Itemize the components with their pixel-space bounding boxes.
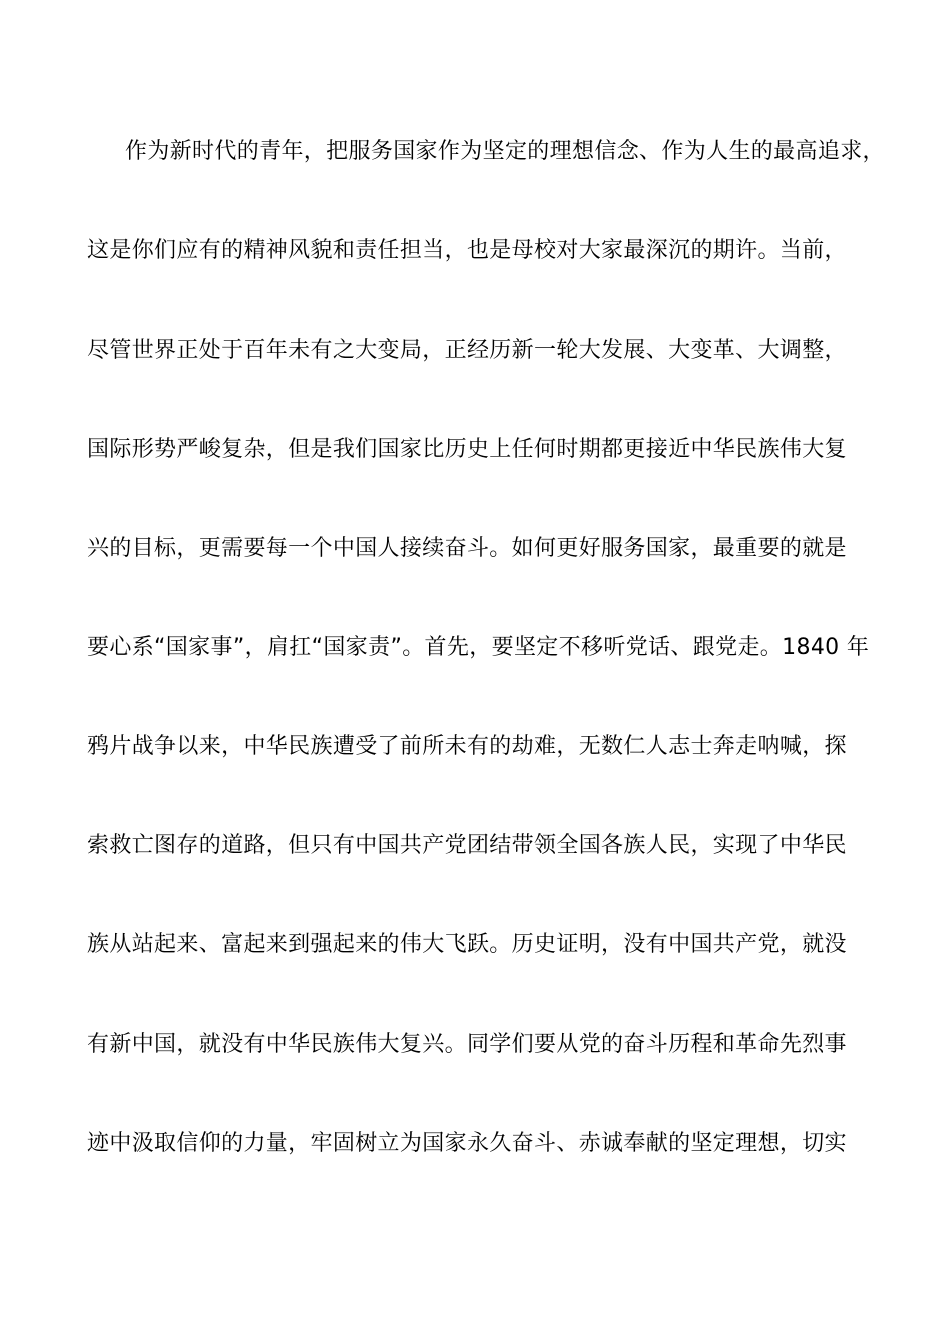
- paragraph-line-9: 族从站起来、富起来到强起来的伟大飞跃。历史证明，没有中国共产党，就没: [87, 932, 847, 957]
- paragraph-line-3: 尽管世界正处于百年未有之大变局，正经历新一轮大发展、大变革、大调整，: [87, 338, 847, 363]
- paragraph-line-4: 国际形势严峻复杂，但是我们国家比历史上任何时期都更接近中华民族伟大复: [87, 437, 847, 462]
- paragraph-line-8: 索救亡图存的道路，但只有中国共产党团结带领全国各族人民，实现了中华民: [87, 833, 847, 858]
- paragraph-line-7: 鸦片战争以来，中华民族遭受了前所未有的劫难，无数仁人志士奔走呐喊，探: [87, 734, 847, 759]
- paragraph-line-11: 迹中汲取信仰的力量，牢固树立为国家永久奋斗、赤诚奉献的坚定理想，切实: [87, 1131, 847, 1156]
- paragraph-line-10: 有新中国，就没有中华民族伟大复兴。同学们要从党的奋斗历程和革命先烈事: [87, 1032, 847, 1057]
- paragraph-line-6: 要心系“国家事”，肩扛“国家责”。首先，要坚定不移听党话、跟党走。1840 年: [87, 635, 870, 660]
- paragraph-line-5: 兴的目标，更需要每一个中国人接续奋斗。如何更好服务国家，最重要的就是: [87, 536, 847, 561]
- paragraph-line-2: 这是你们应有的精神风貌和责任担当，也是母校对大家最深沉的期许。当前，: [87, 238, 847, 263]
- paragraph-line-1: 作为新时代的青年，把服务国家作为坚定的理想信念、作为人生的最高追求，: [125, 139, 885, 164]
